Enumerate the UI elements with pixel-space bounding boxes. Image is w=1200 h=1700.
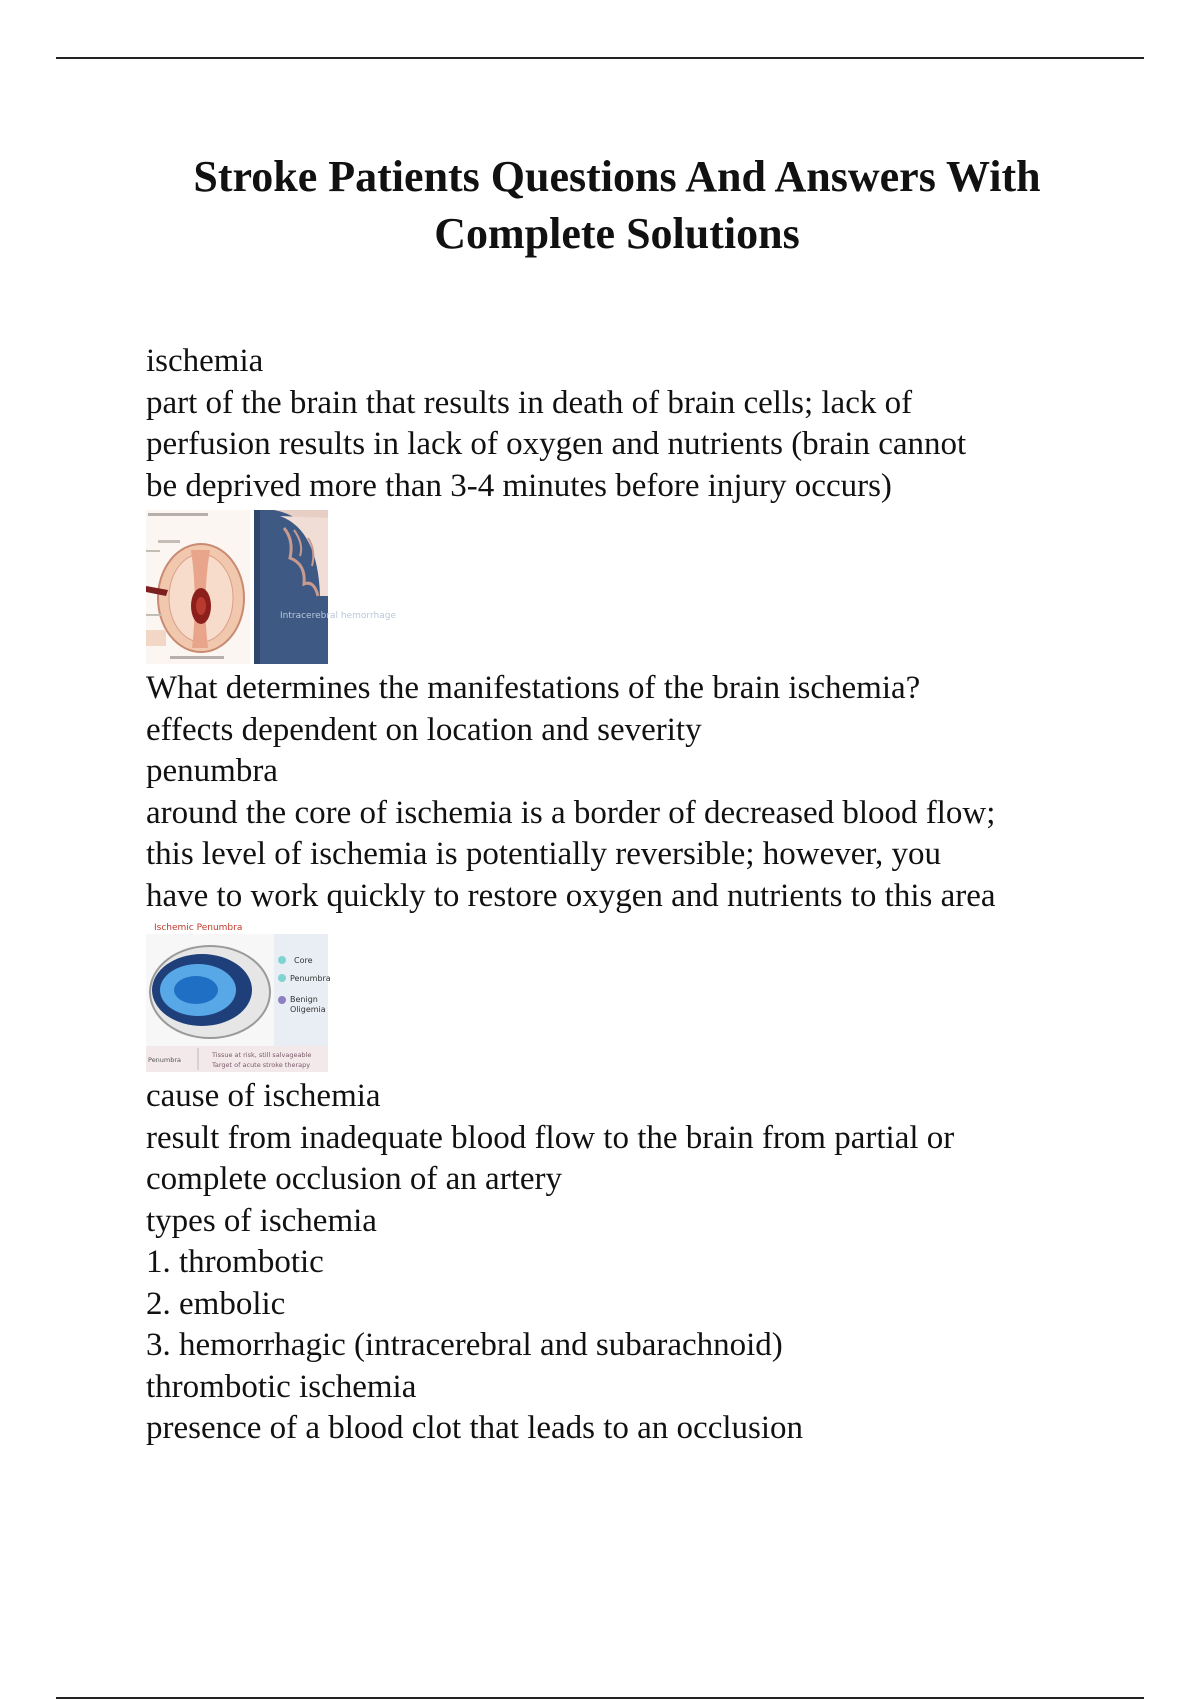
definition-cause-line-1: result from inadequate blood flow to the brain from partial or xyxy=(146,1119,955,1156)
legend-penumbra-label: Penumbra xyxy=(290,974,331,983)
term-thrombotic-ischemia: thrombotic ischemia xyxy=(146,1368,417,1405)
ischemic-penumbra-diagram xyxy=(146,920,331,1072)
answer-manifestations: effects dependent on location and severity xyxy=(146,711,702,748)
definition-ischemia-line-1: part of the brain that results in death of brain cells; lack of xyxy=(146,384,913,421)
footer-rule xyxy=(56,1697,1144,1699)
definition-thrombotic-ischemia: presence of a blood clot that leads to an occlusion xyxy=(146,1410,804,1446)
term-cause-of-ischemia: cause of ischemia xyxy=(146,1078,381,1114)
document-title xyxy=(100,148,1134,262)
legend-benign-swatch xyxy=(278,996,286,1004)
term-penumbra: penumbra xyxy=(146,753,278,789)
definition-penumbra-line-1: around the core of ischemia is a border of decreased blood flow; xyxy=(146,794,996,831)
type-item-thrombotic: 1. thrombotic xyxy=(146,1244,324,1280)
type-item-hemorrhagic: 3. hemorrhagic (intracerebral and subarachnoid) xyxy=(146,1327,783,1363)
penumbra-footer-right-2: Target of acute stroke therapy xyxy=(212,1061,311,1069)
penumbra-footer-left: Penumbra xyxy=(148,1056,182,1064)
title-line-1: Stroke Patients Questions And Answers With xyxy=(193,152,1041,201)
blood-vessel-clot-image xyxy=(146,510,250,664)
legend-core-label: Core xyxy=(294,956,313,965)
term-types-of-ischemia: types of ischemia xyxy=(146,1202,377,1239)
hemorrhage-image-label: Intracerebral hemorrhage xyxy=(280,611,396,621)
legend-oligemia-label: Oligemia xyxy=(290,1005,326,1014)
definition-cause-line-2: complete occlusion of an artery xyxy=(146,1161,562,1197)
question-manifestations: What determines the manifestations of the brain ischemia? xyxy=(146,670,921,706)
figure-penumbra-thumbnail xyxy=(146,920,1146,1072)
figure-ischemia-thumbnails xyxy=(146,510,1146,664)
penumbra-footer-right-1: Tissue at risk, still salvageable xyxy=(212,1051,312,1059)
title-line-2: Complete Solutions xyxy=(434,209,800,258)
document-body xyxy=(146,341,1146,1450)
definition-penumbra-line-3: have to work quickly to restore oxygen and nutrients to this area xyxy=(146,877,996,914)
intracerebral-hemorrhage-image xyxy=(254,510,396,664)
legend-penumbra-swatch xyxy=(278,974,286,982)
definition-penumbra-line-2: this level of ischemia is potentially reversible; however, you xyxy=(146,836,942,872)
term-ischemia: ischemia xyxy=(146,343,264,379)
legend-benign-label: Benign xyxy=(290,995,318,1004)
header-rule xyxy=(56,57,1144,59)
definition-ischemia-line-3: be deprived more than 3-4 minutes before injury occurs) xyxy=(146,467,892,504)
legend-core-swatch xyxy=(278,956,286,964)
type-item-embolic: 2. embolic xyxy=(146,1285,286,1322)
penumbra-figure-title: Ischemic Penumbra xyxy=(154,923,243,933)
definition-ischemia-line-2: perfusion results in lack of oxygen and nutrients (brain cannot xyxy=(146,426,967,462)
